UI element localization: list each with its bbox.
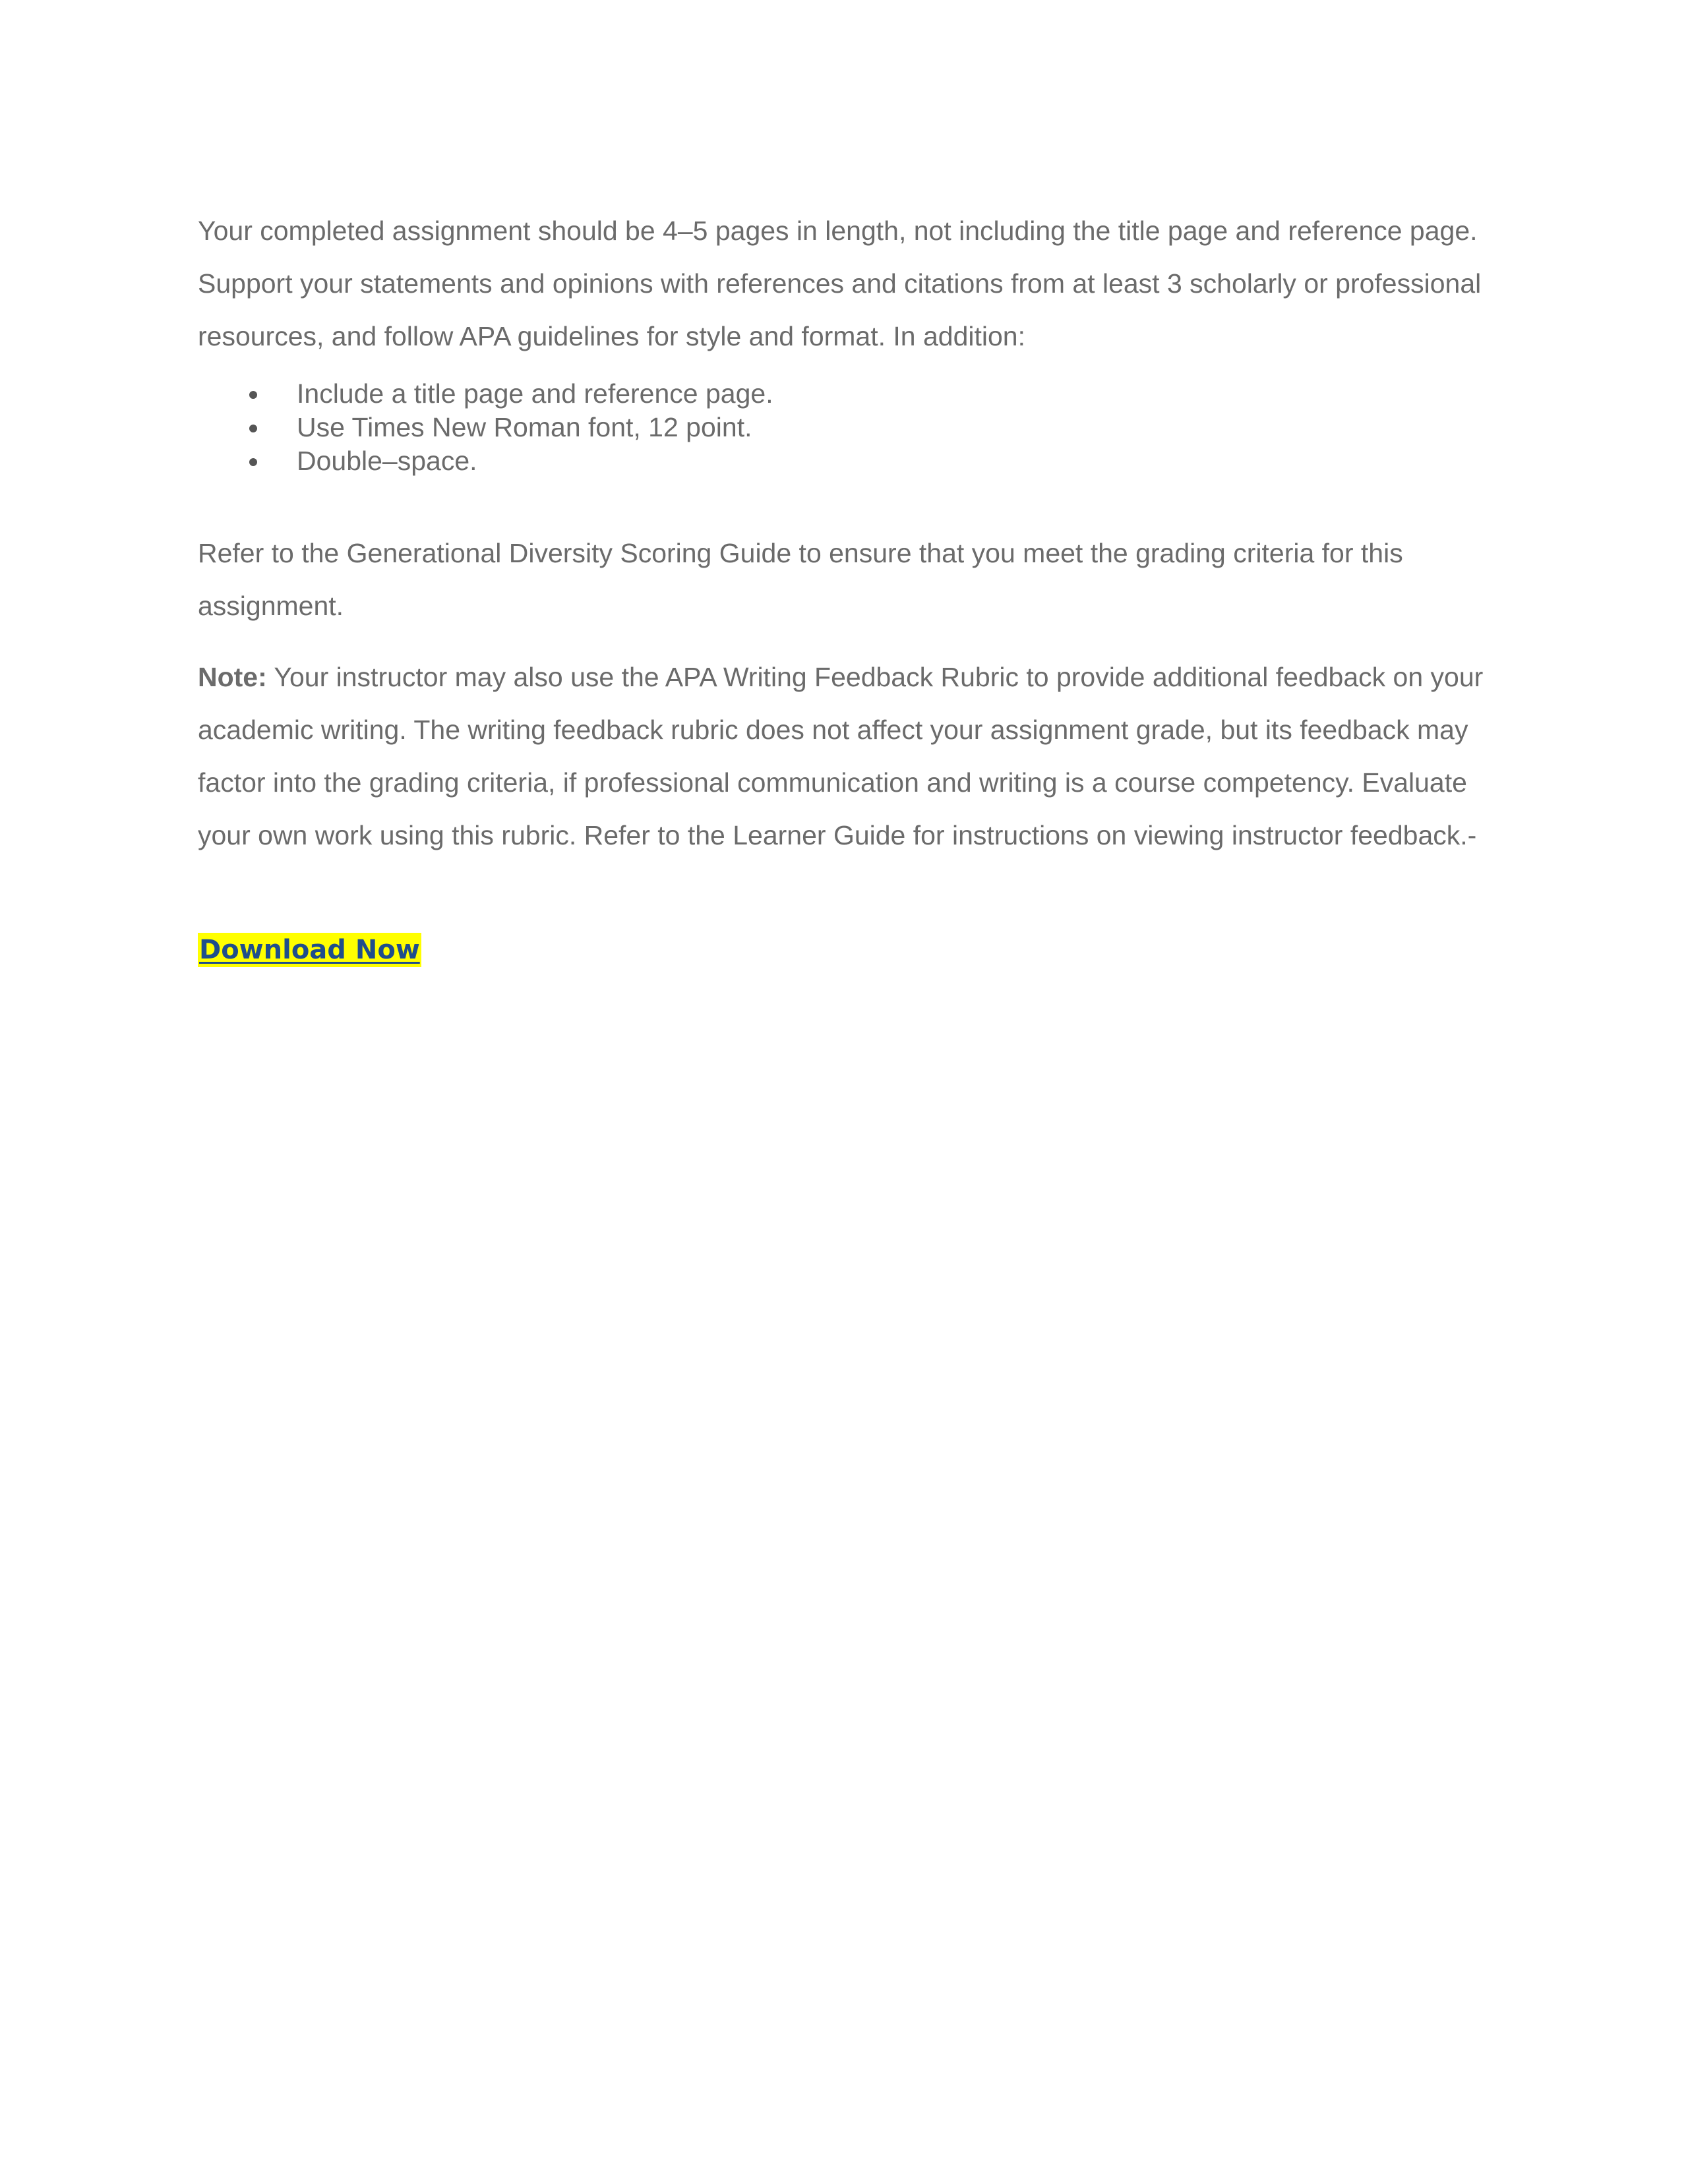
note-label: Note:	[198, 662, 267, 692]
note-text: Your instructor may also use the APA Writing Feedback Rubric to provide additional feedback on your academic writing. The writing feedback rubric does not affect your assignment grade, but its feedback may factor into the grading criteria, if professional communication and writing is a course competency. Evaluate your own work using this rubric. Refer to the Learner Guide for instructions on viewing instructor feedback.-	[198, 662, 1484, 850]
list-item-text: Include a title page and reference page.	[297, 378, 773, 409]
list-item	[198, 411, 1490, 444]
list-item-text: Use Times New Roman font, 12 point.	[297, 412, 752, 442]
list-item	[198, 377, 1490, 411]
bullet-icon	[249, 458, 257, 466]
bullet-icon	[249, 425, 257, 432]
list-item-text: Double–space.	[297, 446, 477, 476]
scoring-guide-paragraph: Refer to the Generational Diversity Scoring Guide to ensure that you meet the grading criteria for this assignment.	[198, 538, 1403, 621]
document-content	[198, 204, 1490, 967]
download-container	[198, 933, 1490, 967]
requirements-paragraph: Your completed assignment should be 4–5 pages in length, not including the title page and reference page. Support your statements and opinions with references and citations from at least 3 scholarly or professional resources, and follow APA guidelines for style and format. In addition:	[198, 216, 1482, 351]
note-paragraph	[198, 651, 1490, 862]
download-now-link[interactable]: Download Now	[198, 933, 421, 967]
bullet-icon	[249, 391, 257, 399]
list-item	[198, 444, 1490, 478]
requirements-list	[198, 377, 1490, 478]
